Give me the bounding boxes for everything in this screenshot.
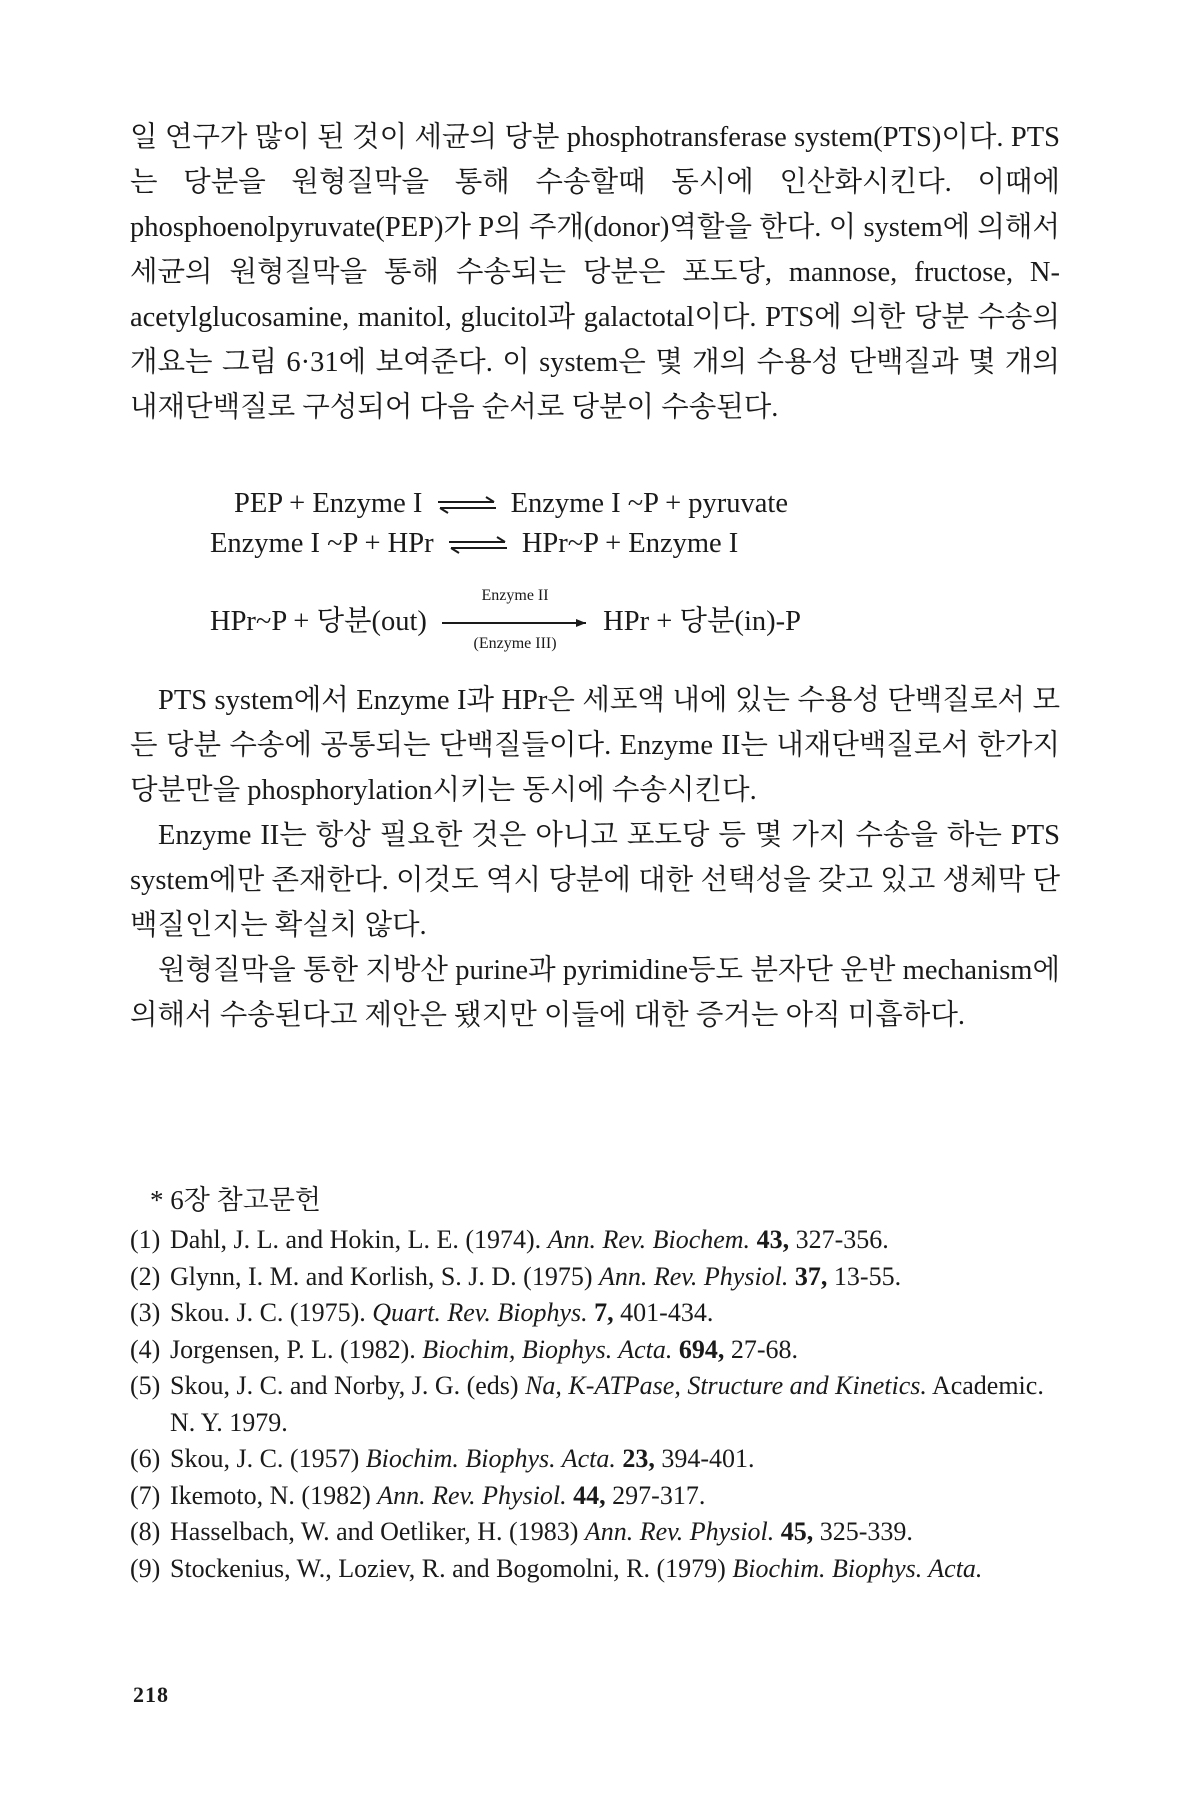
- right-arrow-icon: [440, 617, 590, 629]
- page-number: 218: [133, 1682, 169, 1707]
- body-text: [130, 115, 1060, 430]
- reference-volume: 45,: [780, 1517, 814, 1546]
- reference-journal: Ann. Rev. Biochem.: [547, 1225, 751, 1254]
- reference-authors: Jorgensen, P. L. (1982).: [170, 1334, 416, 1364]
- reference-authors: Stockenius, W., Loziev, R. and Bogomolni, R. (1979): [170, 1553, 726, 1583]
- reference-authors: Dahl, J. L. and Hokin, L. E. (1974).: [170, 1225, 542, 1254]
- reference-text: [170, 1514, 1070, 1551]
- reference-volume: 23,: [622, 1444, 655, 1473]
- reference-text: [170, 1295, 1070, 1332]
- reference-pages: 401-434.: [620, 1298, 714, 1327]
- reference-text: [170, 1551, 1070, 1588]
- reference-item: [130, 1514, 1070, 1551]
- reference-text: [170, 1441, 1070, 1478]
- equation-2-right: HPr~P + Enzyme I: [521, 528, 739, 559]
- equation-1-right: Enzyme I ~P + pyruvate: [510, 488, 788, 519]
- reference-journal: Na, K-ATPase, Structure and Kinetics.: [525, 1371, 927, 1400]
- reference-volume: 7,: [594, 1298, 614, 1327]
- reference-number: (5): [130, 1371, 161, 1400]
- equilibrium-arrow-icon: [436, 496, 498, 514]
- reference-authors: Ikemoto, N. (1982): [170, 1480, 371, 1510]
- reference-authors: Hasselbach, W. and Oetliker, H. (1983): [170, 1517, 579, 1546]
- reference-text: [170, 1332, 1070, 1369]
- equation-1: [234, 488, 788, 520]
- reference-number: (9): [130, 1553, 161, 1583]
- body-text-continued: [130, 678, 1060, 1038]
- paragraph-intro: 일 연구가 많이 된 것이 세균의 당분 phosphotransferase system(PTS)이다. PTS는 당분을 원형질막을 통해 수송할때 동시에 인산화시킨다. 이때에 phosphoenolpyruvate(PEP)가 P의 주개(donor)역할을 한다. 이 system에 의해서 세균의 원형질막을 통해 수송되는 당분은 포도당, mannose, fructose, N-acetylglucosamine, manitol, glucitol과 galactotal이다. PTS에 의한 당분 수송의 개요는 그림 6·31에 보여준다. 이 system은 몇 개의 수용성 단백질과 몇 개의 내재단백질로 구성되어 다음 순서로 당분이 수송된다.: [130, 122, 1060, 423]
- reference-item: [130, 1551, 1070, 1588]
- reference-number: (8): [130, 1517, 161, 1546]
- reference-pages: 297-317.: [612, 1480, 706, 1510]
- equation-1-left: PEP + Enzyme I: [234, 488, 423, 519]
- reference-pages: 27-68.: [730, 1334, 799, 1364]
- reference-volume: 43,: [756, 1225, 790, 1254]
- reference-text: [170, 1222, 1070, 1259]
- reference-item: [130, 1332, 1070, 1369]
- equation-3: [210, 587, 801, 653]
- reference-number: (4): [130, 1334, 161, 1364]
- reference-journal: Biochim, Biophys. Acta.: [422, 1334, 673, 1364]
- reference-number: (6): [130, 1444, 161, 1473]
- reference-number: (1): [130, 1225, 161, 1254]
- reference-pages: Academic. N. Y. 1979.: [170, 1371, 1044, 1437]
- reference-volume: 37,: [794, 1261, 828, 1291]
- references-list: [130, 1222, 1070, 1587]
- reference-journal: Ann. Rev. Physiol.: [584, 1517, 775, 1546]
- reference-pages: 394-401.: [661, 1444, 755, 1473]
- reference-item: [130, 1259, 1070, 1296]
- reference-text: [170, 1259, 1070, 1296]
- reference-volume: 44,: [573, 1480, 606, 1510]
- reference-pages: 13-55.: [833, 1261, 902, 1291]
- paragraph-enzyme-ii: Enzyme II는 항상 필요한 것은 아니고 포도당 등 몇 가지 수송을 하는 PTS system에만 존재한다. 이것도 역시 당분에 대한 선택성을 갖고 있고 생체막 단백질인지는 확실치 않다.: [130, 820, 1060, 941]
- reference-item: [130, 1441, 1070, 1478]
- paragraph-transport: 원형질막을 통한 지방산 purine과 pyrimidine등도 분자단 운반 mechanism에 의해서 수송된다고 제안은 됐지만 이들에 대한 증거는 아직 미흡하다.: [130, 955, 1060, 1031]
- reference-authors: Skou, J. C. (1957): [170, 1444, 360, 1473]
- equation-3-left: HPr~P + 당분(out): [210, 606, 427, 637]
- paragraph-pts: PTS system에서 Enzyme I과 HPr은 세포액 내에 있는 수용성 단백질로서 모든 당분 수송에 공통되는 단백질들이다. Enzyme II는 내재단백질로서 한가지 당분만을 phosphorylation시키는 동시에 수송시킨다.: [130, 685, 1060, 806]
- reference-authors: Glynn, I. M. and Korlish, S. J. D. (1975): [170, 1261, 593, 1291]
- equation-3-cofactor: (Enzyme III): [473, 635, 557, 653]
- reference-item: [130, 1368, 1070, 1441]
- equation-2: [210, 528, 738, 560]
- reference-text: [170, 1368, 1070, 1441]
- reference-authors: Skou, J. C. and Norby, J. G. (eds): [170, 1371, 519, 1400]
- catalyzed-arrow: [440, 587, 590, 653]
- reference-journal: Ann. Rev. Physiol.: [599, 1261, 789, 1291]
- reference-authors: Skou. J. C. (1975).: [170, 1298, 366, 1327]
- reference-journal: Biochim. Biophys. Acta.: [365, 1444, 616, 1473]
- equilibrium-arrow-icon: [447, 536, 509, 554]
- references-heading: * 6장 참고문헌: [150, 1185, 321, 1215]
- reference-journal: Quart. Rev. Biophys.: [372, 1298, 588, 1327]
- reference-journal: Biochim. Biophys. Acta.: [732, 1553, 983, 1583]
- reference-number: (7): [130, 1480, 161, 1510]
- reference-pages: 327-356.: [795, 1225, 889, 1254]
- equation-2-left: Enzyme I ~P + HPr: [210, 528, 434, 559]
- reference-number: (2): [130, 1261, 161, 1291]
- reference-item: [130, 1222, 1070, 1259]
- reference-number: (3): [130, 1298, 161, 1327]
- equation-3-right: HPr + 당분(in)-P: [603, 606, 801, 637]
- reference-text: [170, 1478, 1070, 1515]
- reference-item: [130, 1295, 1070, 1332]
- reference-volume: 694,: [678, 1334, 725, 1364]
- equation-3-catalyst: Enzyme II: [481, 587, 549, 605]
- reference-item: [130, 1478, 1070, 1515]
- reference-pages: 325-339.: [819, 1517, 913, 1546]
- reference-journal: Ann. Rev. Physiol.: [377, 1480, 567, 1510]
